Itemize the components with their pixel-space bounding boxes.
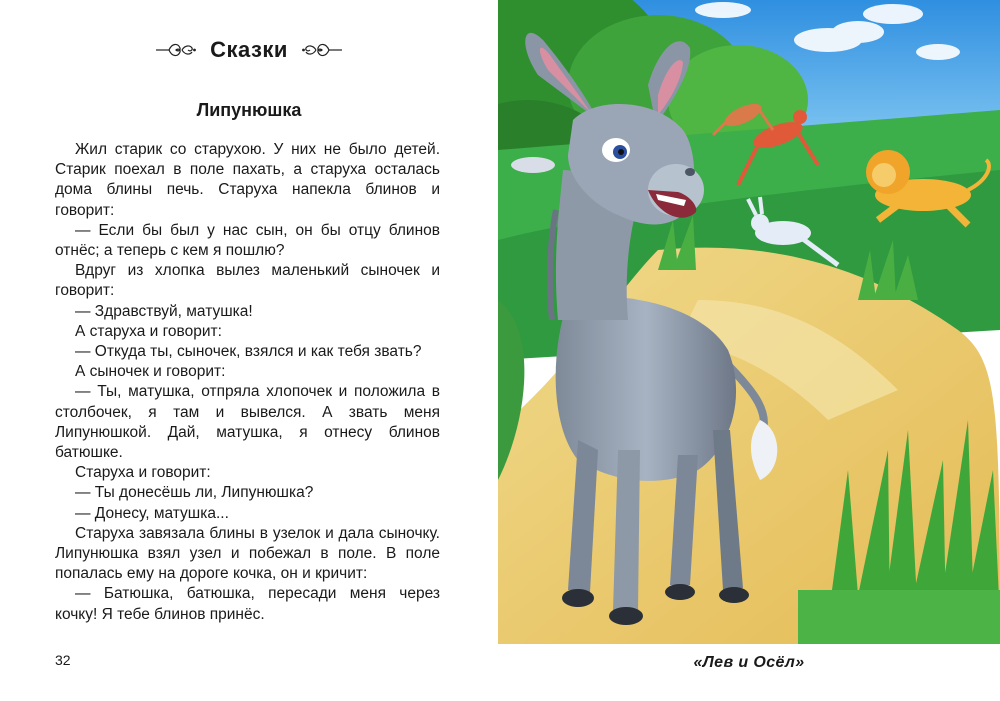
illustration-caption: «Лев и Осёл» <box>693 654 805 671</box>
story-paragraph: — Ты, матушка, отпряла хлопочек и положила в столбочек, я там и вывелся. А звать меня Липунюшкой. Дай, матушка, я отнесу блинов батюшке. <box>55 383 440 462</box>
story-paragraph: — Если бы был у нас сын, он бы отцу блинов отнёс; а теперь с кем я пошлю? <box>55 221 440 260</box>
story-paragraph: Жил старик со старухою. У них не было детей. Старик поехал в поле пахать, а старуха осталась дома блины печь. Старуха напекла блинов и говорит: <box>55 141 440 219</box>
page-number: 32 <box>55 652 71 668</box>
ornament-left-icon <box>156 39 196 61</box>
story-paragraph: Старуха завязала блины в узелок и дала сыночку. Липунюшка взял узел и побежал в поле. В поле попалась ему на дороге кочка, он и кричит: <box>55 524 440 583</box>
story-paragraph: — Здравствуй, матушка! <box>75 302 253 320</box>
ornament-right-icon <box>302 39 342 61</box>
section-title: Сказки <box>210 37 288 62</box>
right-page <box>498 0 1000 701</box>
story-paragraph: — Донесу, матушка... <box>75 504 229 522</box>
donkey-illustration <box>498 0 1000 644</box>
story-paragraph: — Батюшка, батюшка, пересади меня через кочку! Я тебе блинов принёс. <box>55 585 440 623</box>
story-body <box>55 140 440 625</box>
story-paragraph: Старуха и говорит: <box>75 464 211 482</box>
story-paragraph: А сыночек и говорит: <box>75 363 226 381</box>
left-page <box>0 0 498 701</box>
story-paragraph: — Откуда ты, сыночек, взялся и как тебя звать? <box>75 343 422 361</box>
story-paragraph: Вдруг из хлопка вылез маленький сыночек и говорит: <box>55 262 440 300</box>
story-title: Липунюшка <box>196 100 302 120</box>
story-paragraph: — Ты донесёшь ли, Липунюшка? <box>75 484 314 502</box>
section-header <box>0 30 498 70</box>
story-paragraph: А старуха и говорит: <box>75 322 222 340</box>
